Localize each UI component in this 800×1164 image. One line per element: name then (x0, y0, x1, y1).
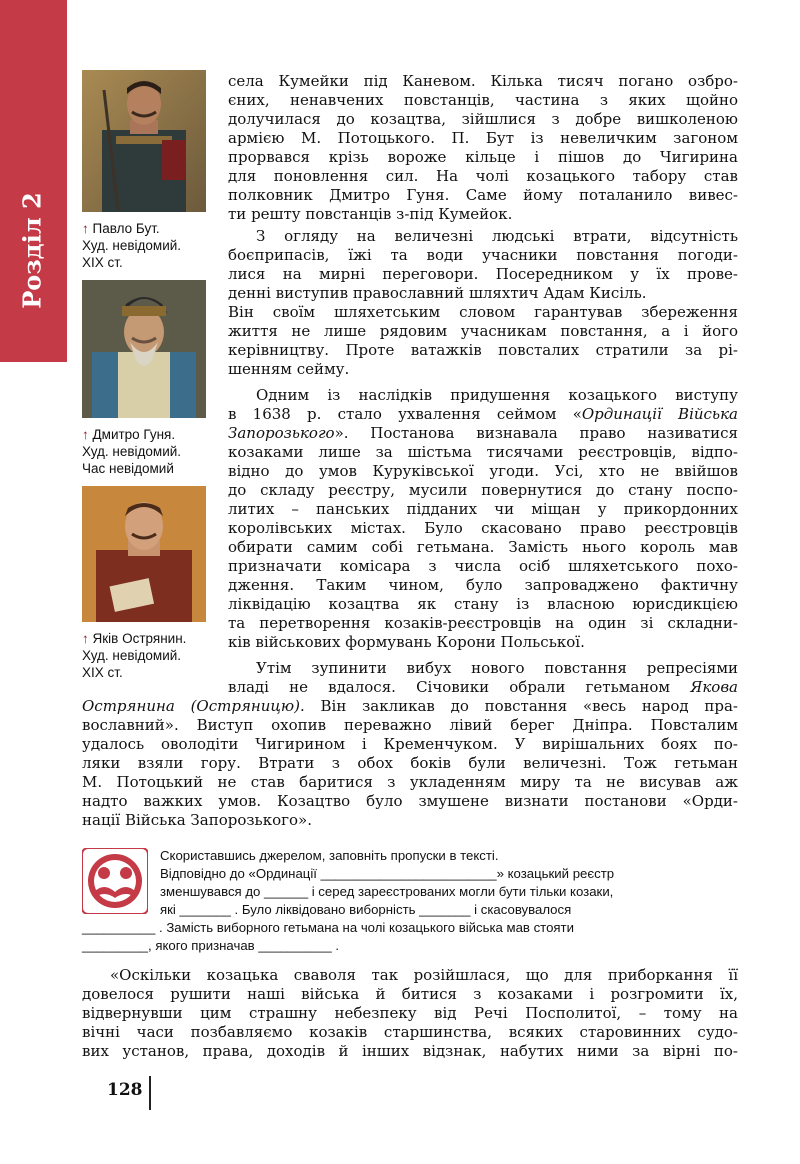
portrait-caption-1: ↑ Павло Бут. Худ. невідомий. XIX ст. (82, 221, 182, 270)
portrait-dmytro-hunia (82, 280, 206, 418)
text-line: владі не вдалося. Січовики обрали гетьманом Якова (228, 678, 738, 696)
arrow-up-icon: ↑ (82, 427, 89, 442)
text-line: Запорозького». Постанова визнавала право називатися (228, 424, 738, 442)
section-tab (0, 0, 67, 362)
text-line: козаками лише за шістьма тисячами реєстровців, відпо- (228, 443, 738, 461)
page-number: 128 (107, 1080, 143, 1100)
text-line: ти решту повстанців з-під Кумейок. (228, 205, 513, 223)
text-line: М. Потоцький не став баритися з укладенням миру та не висував аж (82, 773, 738, 791)
text-line: Він своїм шляхетським словом гарантував збереження (228, 303, 738, 321)
task-line: Скориставшись джерелом, заповніть пропуски в тексті. (160, 848, 499, 863)
text-line: шенням сейму. (228, 360, 350, 378)
text-line: відно до умов Куруківської угоди. Усі, хто не ввійшов (228, 462, 738, 480)
source-task-icon (82, 848, 148, 914)
page-number-divider (149, 1076, 151, 1110)
text-line: нації Війська Запорозького». (82, 811, 312, 829)
text-line: ляки взяли гору. Втрати з обох боків були величезні. Тож гетьман (82, 754, 738, 772)
text-line: лися на мирні переговори. Посередником у їх прове- (228, 265, 738, 283)
text-line: литих – панських підданих чи міщан у прикордонних (228, 500, 738, 518)
text-line: армією М. Потоцького. П. Бут із невеличким загоном (228, 129, 738, 147)
text-line: обирати самим собі гетьмана. Замість нього король мав (228, 538, 738, 556)
task-line: які _______ . Було ліквідовано виборність _______ і скасовувалося (160, 902, 572, 917)
task-line: __________ . Замість виборного гетьмана на чолі козацького війська мав стояти (82, 920, 574, 935)
portrait-caption-2: ↑ Дмитро Гуня. Худ. невідомий. Час невідомий (82, 427, 182, 476)
arrow-up-icon: ↑ (82, 221, 89, 236)
text-line: ків військових формувань Корони Польської. (228, 633, 585, 651)
text-line: та перетворення козаків-реєстровців на один зі складни- (228, 614, 738, 632)
quote-line: відвернувши цим страшну небезпеку від Речі Посполитої, – тому на (82, 1004, 738, 1022)
text-line: полковник Дмитро Гуня. Саме йому поталанило вивес- (228, 186, 738, 204)
text-line: прорвався крізь вороже кільце і пішов до Чигирина (228, 148, 738, 166)
portrait-caption-3: ↑ Яків Острянин. Худ. невідомий. XIX ст. (82, 631, 187, 680)
quote-line: вічні часи позбавляємо козаків старшинства, всяких старовинних судо- (82, 1023, 738, 1041)
arrow-up-icon: ↑ (82, 631, 89, 646)
text-line: ліквідацію козацтва як стану із власною юрисдикцією (228, 595, 738, 613)
text-line: дження. Таким чином, було запроваджено фактичну (228, 576, 738, 594)
quote-line: «Оскільки козацька сваволя так розійшлася, що для приборкання її (110, 966, 738, 984)
task-line: зменшувався до ______ і серед зареєстрованих могли бути тільки козаки, (160, 884, 614, 899)
text-line: З огляду на величезні людські втрати, відсутність (256, 227, 738, 245)
task-line: _________, якого призначав __________ . (82, 938, 340, 953)
portrait-yakiv-ostrianyn (82, 486, 206, 622)
text-line: в 1638 р. стало ухвалення сеймом «Ординації Війська (228, 405, 738, 423)
text-line: боєприпасів, їжі та води учасники повстання погоди- (228, 246, 738, 264)
text-line: Одним із наслідків придушення козацького виступу (256, 386, 738, 404)
text-line: денні виступив православний шляхтич Адам Кисіль. (228, 284, 647, 302)
text-line: для поновлення сил. На чолі козацького табору став (228, 167, 738, 185)
text-line: до складу реєстру, мусили повернутися до стану поспо- (228, 481, 738, 499)
section-label: Розділ 2 (17, 191, 47, 309)
text-line: єних, ненавчених повстанців, частина з яких щойно (228, 91, 738, 109)
text-line: королівських містах. Було скасовано право реєстровців (228, 519, 738, 537)
text-line: удалось оволодіти Чигирином і Кременчуком. У вирішальних боях по- (82, 735, 738, 753)
text-line: Утім зупинити вибух нового повстання репресіями (256, 659, 738, 677)
text-line: долучилася до козацтва, зійшлися з добре вишколеною (228, 110, 738, 128)
quote-line: вих установ, права, доходів й інших відзнак, набутих ними за вірні по- (82, 1042, 738, 1060)
text-line: Острянина (Остряницю). Він закликав до повстання «весь народ пра- (82, 697, 739, 715)
quote-line: довелося рушити наші війська й битися з козаками і розгромити їх, (82, 985, 738, 1003)
portrait-pavlo-but (82, 70, 206, 212)
text-line: керівництву. Проте ватажків повсталих стратили за рі- (228, 341, 738, 359)
text-line: вославний». Виступ охопив переважно лівий берег Дніпра. Повсталим (82, 716, 738, 734)
task-line: Відповідно до «Ординації ________________________» козацький реєстр (160, 866, 615, 881)
text-line: надто важких умов. Козацтво було змушене визнати постанови «Орди- (82, 792, 738, 810)
text-line: призначати комісара з числа осіб шляхетського похо- (228, 557, 738, 575)
text-line: села Кумейки під Каневом. Кілька тисяч погано озбро- (228, 72, 738, 90)
text-line: життя не лише рядовим учасникам повстання, а і його (228, 322, 738, 340)
